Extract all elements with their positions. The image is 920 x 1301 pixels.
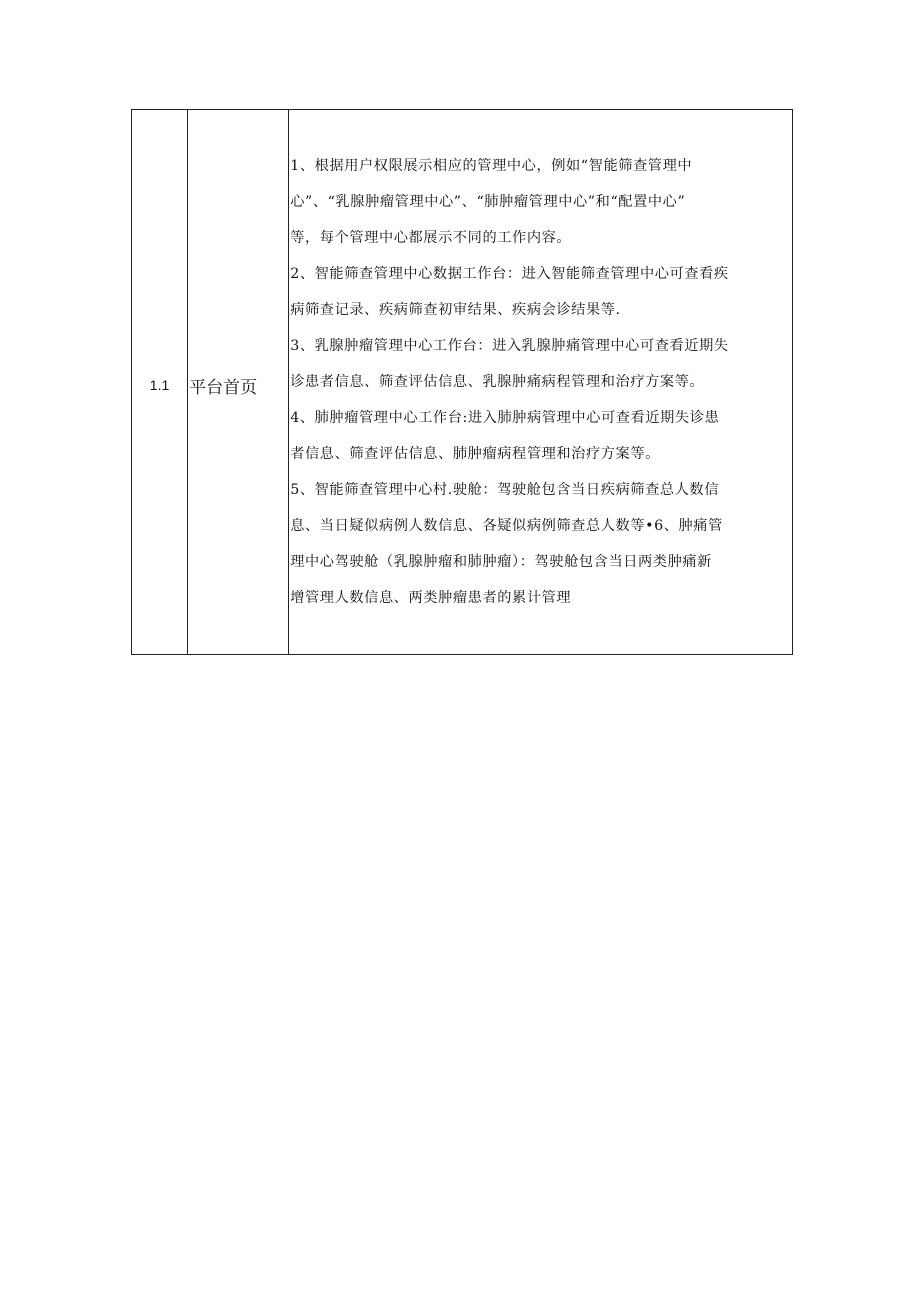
description-line: 病筛查记录、疾病筛查初审结果、疾病会诊结果等.: [290, 302, 621, 318]
description-line: 等，每个管理中心都展示不同的工作内容。: [290, 230, 572, 246]
description-line: 息、当日疑似病例人数信息、各疑似病例筛查总人数等•6、肿痛管: [290, 518, 723, 534]
table-row: [132, 110, 793, 655]
description-line: 理中心驾驶舱（乳腺肿瘤和肺肿瘤）：驾驶舱包含当日两类肿痛新: [290, 554, 712, 570]
description-line: 增管理人数信息、两类肿瘤患者的累计管理: [290, 590, 572, 606]
description-line: 3、乳腺肿瘤管理中心工作台：进入乳腺肿痛管理中心可查看近期失: [290, 338, 729, 354]
spec-table: [131, 109, 793, 655]
item-name-cell: [188, 110, 289, 655]
item-description-cell: [289, 110, 793, 655]
description-line: 4、肺肿瘤管理中心工作台:进入肺肿病管理中心可查看近期失诊患: [290, 410, 720, 426]
description-line: 者信息、筛查评估信息、肺肿瘤病程管理和治疗方案等。: [290, 446, 660, 462]
description-line: 5、智能筛查管理中心村.驶舱：驾驶舱包含当日疾病筛查总人数信: [290, 482, 720, 498]
description-line: 1、根据用户权限展示相应的管理中心，例如“智能筛查管理中: [290, 158, 693, 174]
item-name: 平台首页: [189, 377, 258, 398]
item-number: 1.1: [149, 377, 170, 393]
description-line: 诊患者信息、筛查评估信息、乳腺肿痛病程管理和治疗方案等。: [290, 374, 705, 390]
description-line: 心”、“乳腺肿瘤管理中心”、“肺肿瘤管理中心”和“配置中心”: [290, 194, 686, 210]
item-number-cell: [132, 110, 188, 655]
item-description: [290, 148, 790, 616]
description-line: 2、智能筛查管理中心数据工作台：进入智能筛查管理中心可查看疾: [290, 266, 729, 282]
